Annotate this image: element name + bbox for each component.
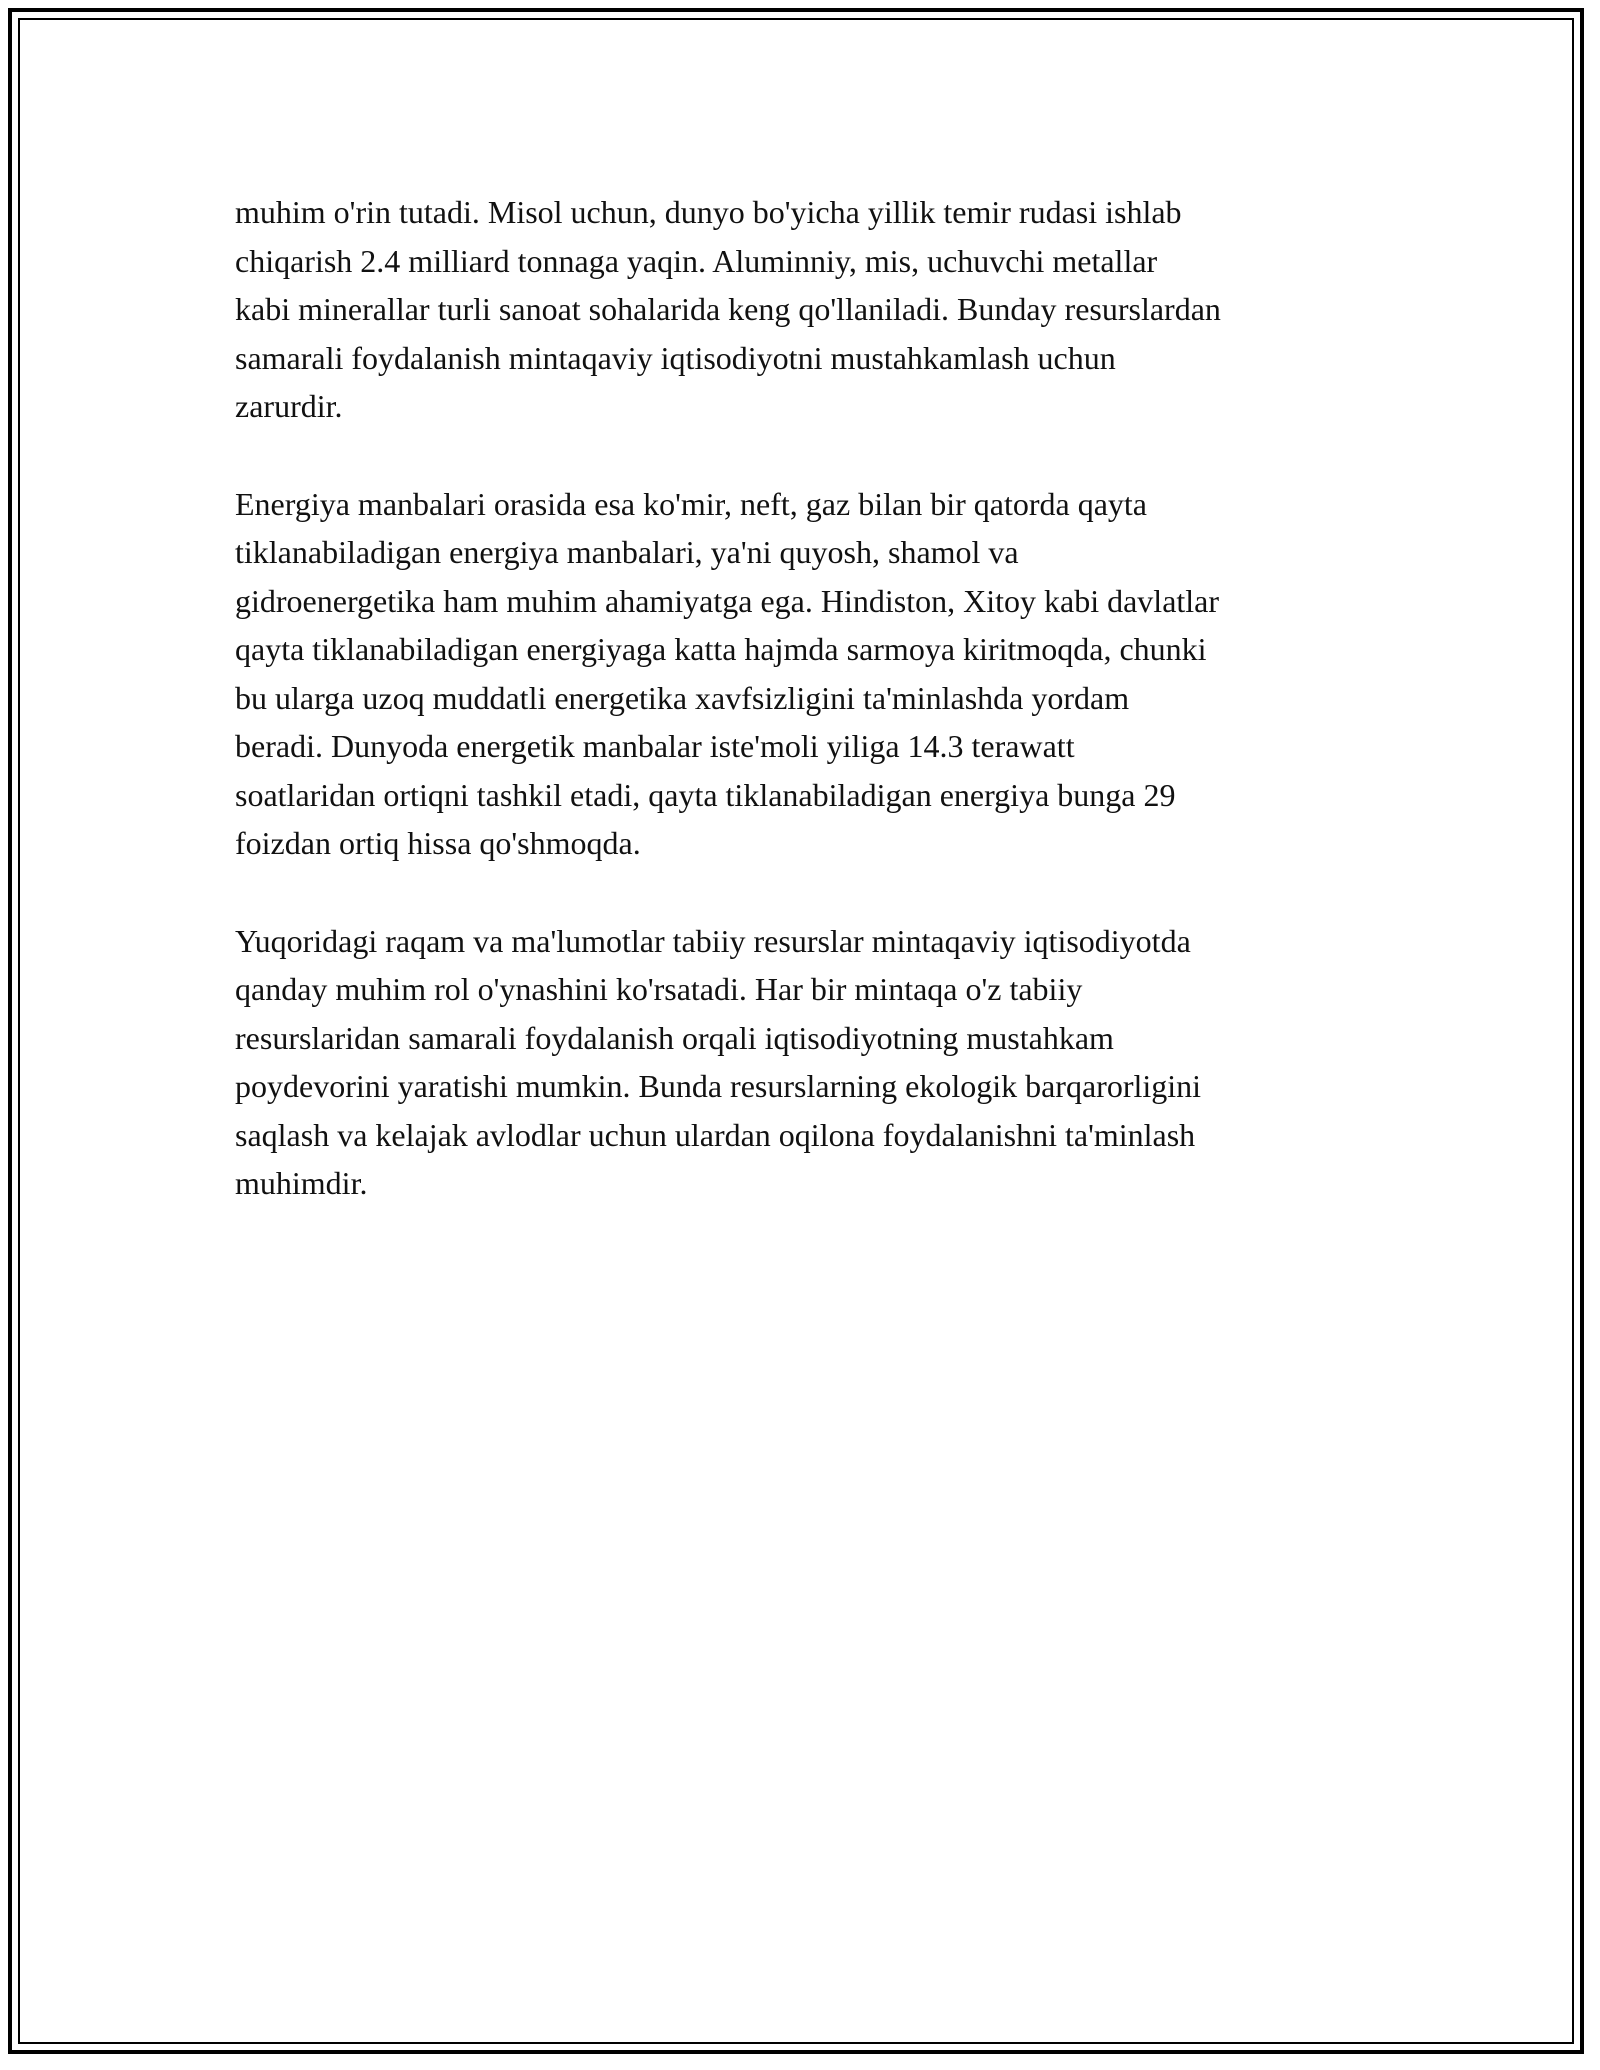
text-line: kabi minerallar turli sanoat sohalarida keng qo'llaniladi. Bunday resurslardan — [235, 291, 1221, 327]
text-line: soatlaridan ortiqni tashkil etadi, qayta tiklanabiladigan energiya bunga 29 — [235, 776, 1176, 813]
text-line: muhim o'rin tutadi. Misol uchun, dunyo bo'yicha yillik temir rudasi ishlab — [235, 194, 1182, 230]
text-line: Energiya manbalari orasida esa ko'mir, neft, gaz bilan bir qatorda qayta — [235, 485, 1147, 522]
text-line: gidroenergetika ham muhim ahamiyatga ega. Hindiston, Xitoy kabi davlatlar — [235, 582, 1220, 619]
paragraph-3 — [235, 917, 1375, 1208]
text-line: foizdan ortiq hissa qo'shmoqda. — [235, 825, 641, 861]
text-line: poydevorini yaratishi mumkin. Bunda resurslarning ekologik barqarorligini — [235, 1068, 1202, 1104]
text-line: chiqarish 2.4 milliard tonnaga yaqin. Aluminniy, mis, uchuvchi metallar — [235, 242, 1158, 279]
text-line: bu ularga uzoq muddatli energetika xavfsizligini ta'minlashda yordam — [235, 679, 1130, 716]
text-line: Yuqoridagi raqam va ma'lumotlar tabiiy resurslar mintaqaviy iqtisodiyotda — [235, 922, 1191, 959]
paragraph-1 — [235, 188, 1375, 431]
text-line: resurslaridan samarali foydalanish orqali iqtisodiyotning mustahkam — [235, 1019, 1114, 1056]
text-line: tiklanabiladigan energiya manbalari, ya'ni quyosh, shamol va — [235, 534, 1019, 570]
text-line: saqlash va kelajak avlodlar uchun ulardan oqilona foydalanishni ta'minlash — [235, 1116, 1196, 1153]
text-line: beradi. Dunyoda energetik manbalar iste'moli yiliga 14.3 terawatt — [235, 728, 1075, 764]
document-body — [235, 188, 1375, 1257]
text-line: zarurdir. — [235, 388, 343, 424]
paragraph-2 — [235, 480, 1375, 868]
text-line: qanday muhim rol o'ynashini ko'rsatadi. Har bir mintaqa o'z tabiiy — [235, 971, 1083, 1007]
text-line: samarali foydalanish mintaqaviy iqtisodiyotni mustahkamlash uchun — [235, 339, 1116, 376]
text-line: muhimdir. — [235, 1165, 368, 1201]
text-line: qayta tiklanabiladigan energiyaga katta hajmda sarmoya kiritmoqda, chunki — [235, 631, 1207, 667]
